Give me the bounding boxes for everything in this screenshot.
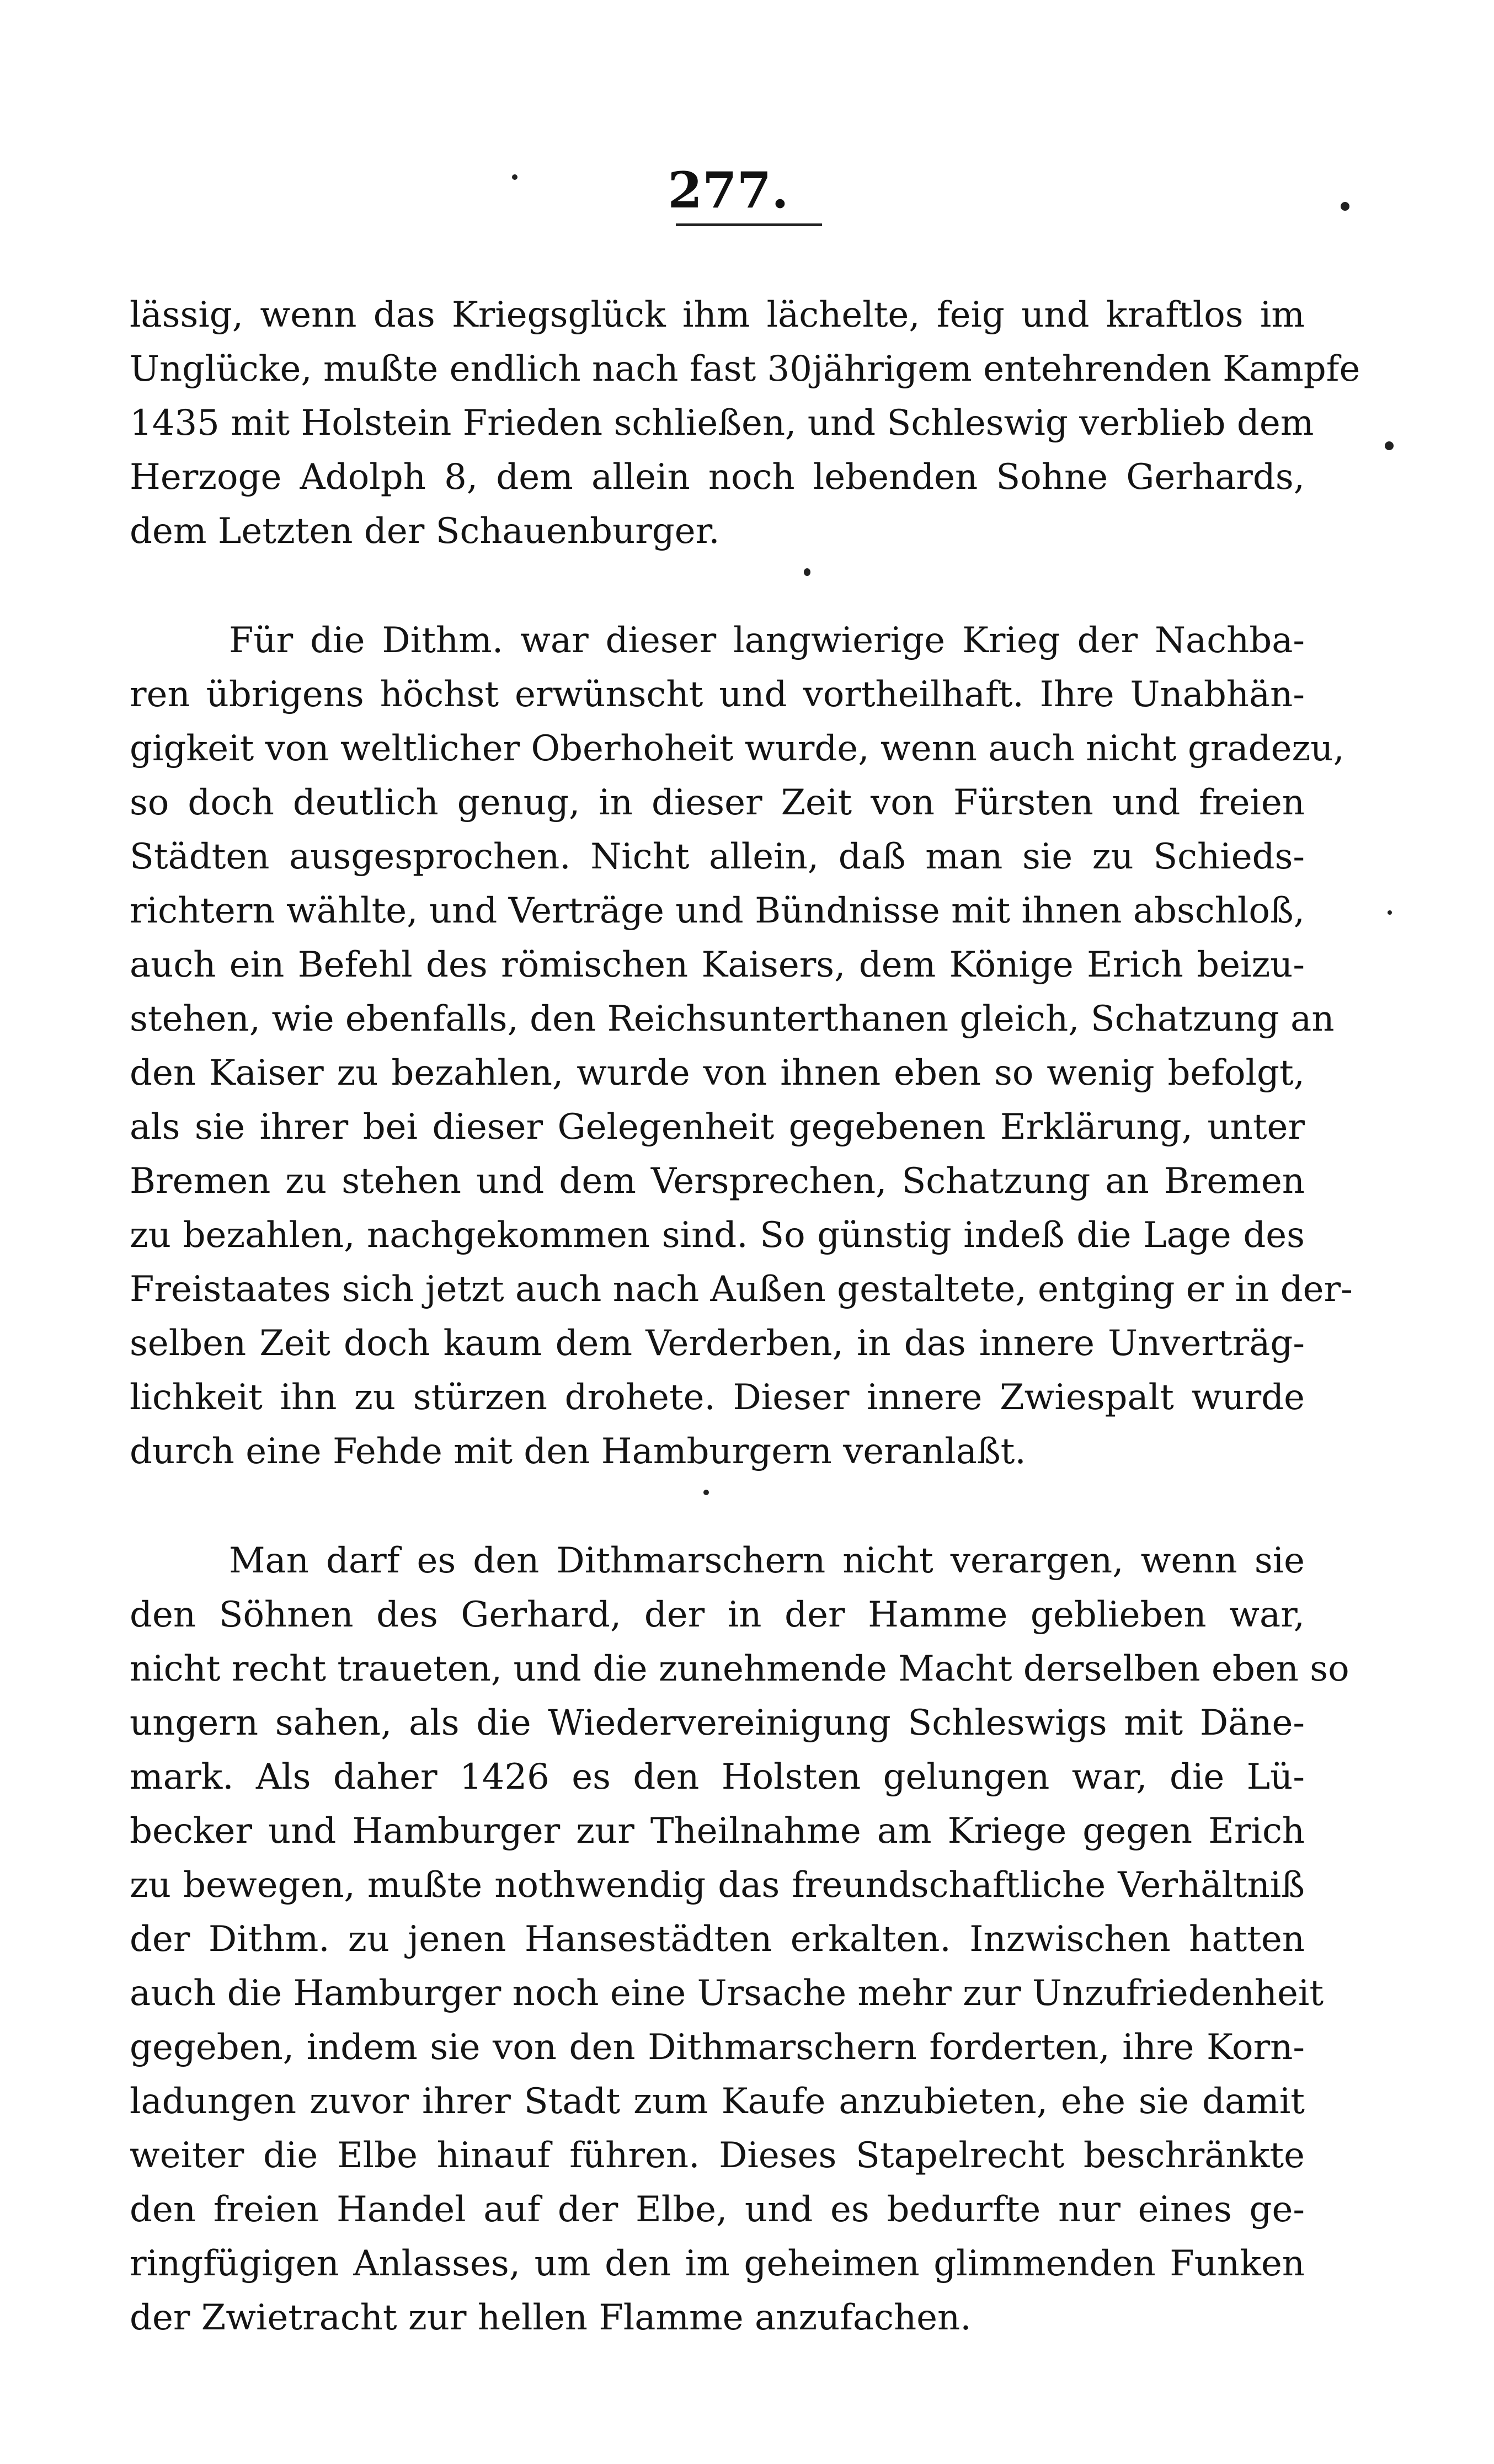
text-line: ungern sahen, als die Wiedervereinigung Schleswigs mit Däne- (130, 1703, 1305, 1743)
text-line: Für die Dithm. war dieser langwierige Krieg der Nachba- (229, 620, 1305, 661)
scan-speck (1385, 441, 1394, 450)
text-line: 1435 mit Holstein Frieden schließen, und Schleswig verblieb dem (130, 403, 1314, 444)
text-line: zu bezahlen, nachgekommen sind. So günstig indeß die Lage des (130, 1215, 1305, 1256)
text-line: durch eine Fehde mit den Hamburgern veranlaßt. (130, 1431, 1026, 1472)
text-line: als sie ihrer bei dieser Gelegenheit gegebenen Erklärung, unter (130, 1107, 1305, 1148)
scan-speck (1388, 910, 1392, 915)
text-line: mark. Als daher 1426 es den Holsten gelungen war, die Lü- (130, 1757, 1305, 1798)
page-number-rule (676, 223, 822, 226)
text-line: den Kaiser zu bezahlen, wurde von ihnen eben so wenig befolgt, (130, 1053, 1305, 1094)
text-line: gigkeit von weltlicher Oberhoheit wurde, wenn auch nicht gradezu, (130, 728, 1344, 769)
text-line: ringfügigen Anlasses, um den im geheimen glimmenden Funken (130, 2243, 1305, 2284)
text-line: richtern wählte, und Verträge und Bündnisse mit ihnen abschloß, (130, 890, 1305, 931)
text-line: so doch deutlich genug, in dieser Zeit von Fürsten und freien (130, 782, 1305, 823)
scan-speck (804, 568, 810, 576)
paragraph (130, 614, 1353, 1479)
text-line: auch die Hamburger noch eine Ursache mehr zur Unzufriedenheit (130, 1973, 1324, 2014)
text-line: den freien Handel auf der Elbe, und es bedurfte nur eines ge- (130, 2189, 1305, 2230)
scan-speck (512, 174, 517, 180)
text-line: Man darf es den Dithmarschern nicht verargen, wenn sie (229, 1540, 1305, 1581)
text-line: ren übrigens höchst erwünscht und vortheilhaft. Ihre Unabhän- (130, 674, 1305, 715)
scan-speck (1341, 202, 1349, 211)
text-line: lässig, wenn das Kriegsglück ihm lächelte, feig und kraftlos im (130, 295, 1305, 335)
text-line: gegeben, indem sie von den Dithmarschern forderten, ihre Korn- (130, 2027, 1305, 2068)
text-line: lichkeit ihn zu stürzen drohete. Dieser innere Zwiespalt wurde (130, 1377, 1305, 1418)
text-line: nicht recht traueten, und die zunehmende Macht derselben eben so (130, 1649, 1349, 1689)
text-line: Städten ausgesprochen. Nicht allein, daß man sie zu Schieds- (130, 836, 1305, 877)
text-line: dem Letzten der Schauenburger. (130, 511, 720, 552)
text-line: becker und Hamburger zur Theilnahme am Kriege gegen Erich (130, 1811, 1305, 1852)
text-line: der Dithm. zu jenen Hansestädten erkalten. Inzwischen hatten (130, 1919, 1305, 1960)
paragraph (130, 288, 1360, 558)
text-line: ladungen zuvor ihrer Stadt zum Kaufe anzubieten, ehe sie damit (130, 2081, 1305, 2122)
text-line: Bremen zu stehen und dem Versprechen, Schatzung an Bremen (130, 1161, 1305, 1202)
text-line: selben Zeit doch kaum dem Verderben, in das innere Unverträg- (130, 1323, 1305, 1364)
text-line: stehen, wie ebenfalls, den Reichsunterthanen gleich, Schatzung an (130, 999, 1335, 1039)
paragraph (130, 1534, 1349, 2345)
page-number: 277. (668, 161, 789, 220)
text-line: zu bewegen, mußte nothwendig das freundschaftliche Verhältniß (130, 1865, 1305, 1906)
text-line: den Söhnen des Gerhard, der in der Hamme geblieben war, (130, 1594, 1305, 1635)
text-line: der Zwietracht zur hellen Flamme anzufachen. (130, 2297, 972, 2338)
body-text (130, 288, 1360, 2345)
text-line: Unglücke, mußte endlich nach fast 30jährigem entehrenden Kampfe (130, 349, 1360, 390)
scan-speck (703, 1490, 709, 1495)
text-line: Freistaates sich jetzt auch nach Außen gestaltete, entging er in der- (130, 1269, 1353, 1310)
text-line: auch ein Befehl des römischen Kaisers, dem Könige Erich beizu- (130, 945, 1305, 985)
text-line: Herzoge Adolph 8, dem allein noch lebenden Sohne Gerhards, (130, 457, 1305, 498)
text-line: weiter die Elbe hinauf führen. Dieses Stapelrecht beschränkte (130, 2135, 1305, 2176)
